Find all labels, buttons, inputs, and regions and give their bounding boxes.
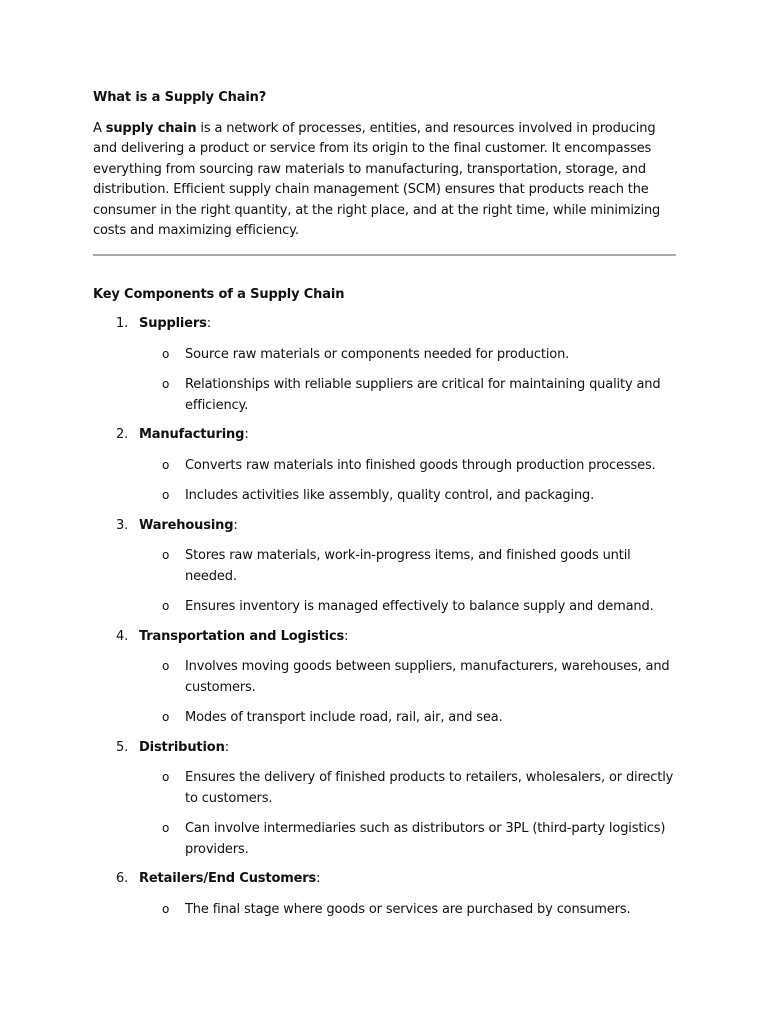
component-number: 3. xyxy=(116,517,129,533)
component-title-colon: : xyxy=(244,427,249,442)
list-item xyxy=(139,486,676,507)
component-points xyxy=(139,546,676,618)
component-title-colon: : xyxy=(206,316,211,331)
list-item xyxy=(139,375,676,416)
component-title-colon: : xyxy=(344,628,349,644)
list-item xyxy=(139,345,676,366)
point-text: Ensures the delivery of finished products to retailers, wholesalers, or directly to customers. xyxy=(185,770,674,806)
point-text: The final stage where goods or services are purchased by consumers. xyxy=(185,901,631,917)
component-points xyxy=(139,345,676,417)
component-title: Suppliers xyxy=(139,316,207,331)
point-text: Involves moving goods between suppliers, manufacturers, warehouses, and customers. xyxy=(185,659,670,695)
point-text: Converts raw materials into finished goods through production processes. xyxy=(185,457,656,473)
component-item-transportation-and-logistics xyxy=(93,627,676,729)
point-text: Can involve intermediaries such as distributors or 3PL (third-party logistics) providers. xyxy=(185,821,666,857)
component-item-retailers-end-customers xyxy=(93,869,676,920)
intro-text: is a network of processes, entities, and resources involved in producing and delivering a product or service from its origin to the final customer. It encompasses everything from sourcing raw materials to manufacturing, transportation, storage, and distribution. Efficient supply chain management (SCM) ensures that products reach the consumer in the right quantity, at the right place, and at the right time, while minimizing costs and maximizing efficiency. xyxy=(93,120,661,238)
bullet-icon: o xyxy=(162,457,170,472)
bullet-icon: o xyxy=(162,488,170,502)
component-number: 1. xyxy=(116,316,129,331)
component-item-distribution xyxy=(93,738,676,861)
bullet-icon: o xyxy=(162,710,170,724)
point-text: Stores raw materials, work-in-progress items, and finished goods until needed. xyxy=(185,548,631,584)
bullet-icon: o xyxy=(162,548,170,562)
list-item xyxy=(139,657,676,698)
component-title-colon: : xyxy=(233,517,238,533)
component-title: Warehousing xyxy=(139,517,234,533)
list-item xyxy=(139,768,676,809)
component-points xyxy=(139,456,676,507)
component-title: Manufacturing xyxy=(139,427,245,442)
list-item xyxy=(139,546,676,587)
bullet-icon: o xyxy=(162,821,170,835)
bullet-icon: o xyxy=(162,346,170,361)
component-title: Transportation and Logistics xyxy=(139,628,345,644)
list-item xyxy=(139,456,676,477)
bullet-icon: o xyxy=(162,901,170,916)
point-text: Relationships with reliable suppliers are critical for maintaining quality and efficiency. xyxy=(185,377,661,413)
component-number: 4. xyxy=(116,628,129,644)
document-title: What is a Supply Chain? xyxy=(93,90,267,105)
component-item-manufacturing xyxy=(93,425,676,507)
component-item-suppliers xyxy=(93,314,676,416)
component-title-colon: : xyxy=(316,871,321,886)
list-item xyxy=(139,900,676,921)
bullet-icon: o xyxy=(162,599,170,613)
component-title-colon: : xyxy=(224,739,229,755)
components-list xyxy=(93,314,676,920)
point-text: Ensures inventory is managed effectively to balance supply and demand. xyxy=(185,599,654,614)
components-heading: Key Components of a Supply Chain xyxy=(93,286,345,302)
bullet-icon: o xyxy=(162,377,170,391)
bullet-icon: o xyxy=(162,659,170,673)
intro-prefix: A xyxy=(93,120,106,136)
point-text: Includes activities like assembly, quality control, and packaging. xyxy=(185,488,595,503)
component-number: 2. xyxy=(116,427,129,442)
component-points xyxy=(139,657,676,729)
bullet-icon: o xyxy=(162,770,170,784)
horizontal-divider xyxy=(93,254,676,256)
component-number: 5. xyxy=(116,739,129,755)
intro-term: supply chain xyxy=(105,120,197,136)
point-text: Source raw materials or components needed for production. xyxy=(185,346,570,362)
point-text: Modes of transport include road, rail, air, and sea. xyxy=(185,710,503,725)
component-number: 6. xyxy=(116,871,129,886)
intro-paragraph xyxy=(93,119,676,242)
list-item xyxy=(139,819,676,860)
list-item xyxy=(139,597,676,618)
component-points xyxy=(139,768,676,860)
component-title: Distribution xyxy=(139,739,225,755)
component-points xyxy=(139,900,676,921)
component-title: Retailers/End Customers xyxy=(139,871,317,886)
component-item-warehousing xyxy=(93,516,676,618)
list-item xyxy=(139,708,676,729)
